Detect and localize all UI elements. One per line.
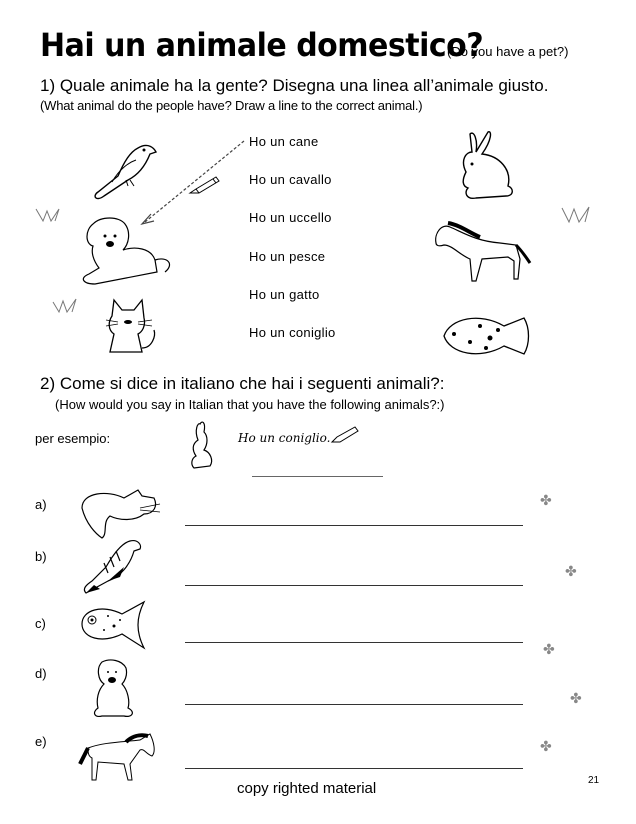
item-e-answer-line[interactable]: [185, 768, 523, 769]
page-number: 21: [588, 775, 600, 786]
dog-icon: [88, 658, 138, 720]
clover-icon: ✤: [540, 738, 552, 754]
question-2: 2) Come si dice in italiano che hai i seguenti animali?:: [40, 374, 445, 393]
copyright-notice: copy righted material: [237, 780, 377, 797]
question-2-translation: (How would you say in Italian that you have the following animals?:): [55, 397, 445, 412]
item-d-label: d): [35, 666, 47, 681]
item-d-answer-line[interactable]: [185, 704, 523, 705]
bird-icon: [80, 537, 150, 599]
example-label: per esempio:: [35, 431, 111, 446]
item-e-label: e): [35, 734, 47, 749]
grass-tuft-icon: [35, 207, 61, 223]
cat-icon: [100, 296, 165, 358]
page-title: Hai un animale domestico?: [40, 26, 484, 65]
bird-icon: [90, 138, 160, 208]
phrase-gatto: Ho un gatto: [249, 287, 320, 302]
phrase-cane: Ho un cane: [249, 134, 319, 149]
clover-icon: ✤: [565, 563, 577, 579]
phrase-uccello: Ho un uccello: [249, 210, 332, 225]
grass-tuft-icon: [561, 206, 591, 224]
item-a-label: a): [35, 497, 47, 512]
clover-icon: ✤: [540, 492, 552, 508]
item-a-answer-line[interactable]: [185, 525, 523, 526]
rabbit-icon: [188, 420, 218, 472]
phrase-coniglio: Ho un coniglio: [249, 325, 336, 340]
pencil-icon: [188, 175, 220, 197]
phrase-cavallo: Ho un cavallo: [249, 172, 332, 187]
horse-icon: [74, 728, 164, 786]
cat-icon: [78, 482, 168, 542]
item-c-label: c): [35, 616, 46, 631]
clover-icon: ✤: [570, 690, 582, 706]
grass-tuft-icon: [52, 298, 78, 314]
example-answer-line: [252, 476, 383, 477]
item-c-answer-line[interactable]: [185, 642, 523, 643]
fish-icon: [78, 600, 153, 655]
question-1-translation: (What animal do the people have? Draw a line to the correct animal.): [40, 98, 423, 113]
phrase-pesce: Ho un pesce: [249, 249, 326, 264]
item-b-label: b): [35, 549, 47, 564]
example-answer: Ho un coniglio.: [238, 431, 331, 445]
question-1: 1) Quale animale ha la gente? Disegna una linea all’animale giusto.: [40, 76, 549, 95]
fish-icon: [440, 308, 535, 368]
dog-icon: [75, 216, 180, 291]
pencil-icon: [330, 426, 360, 444]
clover-icon: ✤: [543, 641, 555, 657]
rabbit-icon: [452, 130, 522, 205]
page-subtitle: (Do you have a pet?): [447, 44, 569, 59]
item-b-answer-line[interactable]: [185, 585, 523, 586]
horse-icon: [430, 215, 540, 290]
